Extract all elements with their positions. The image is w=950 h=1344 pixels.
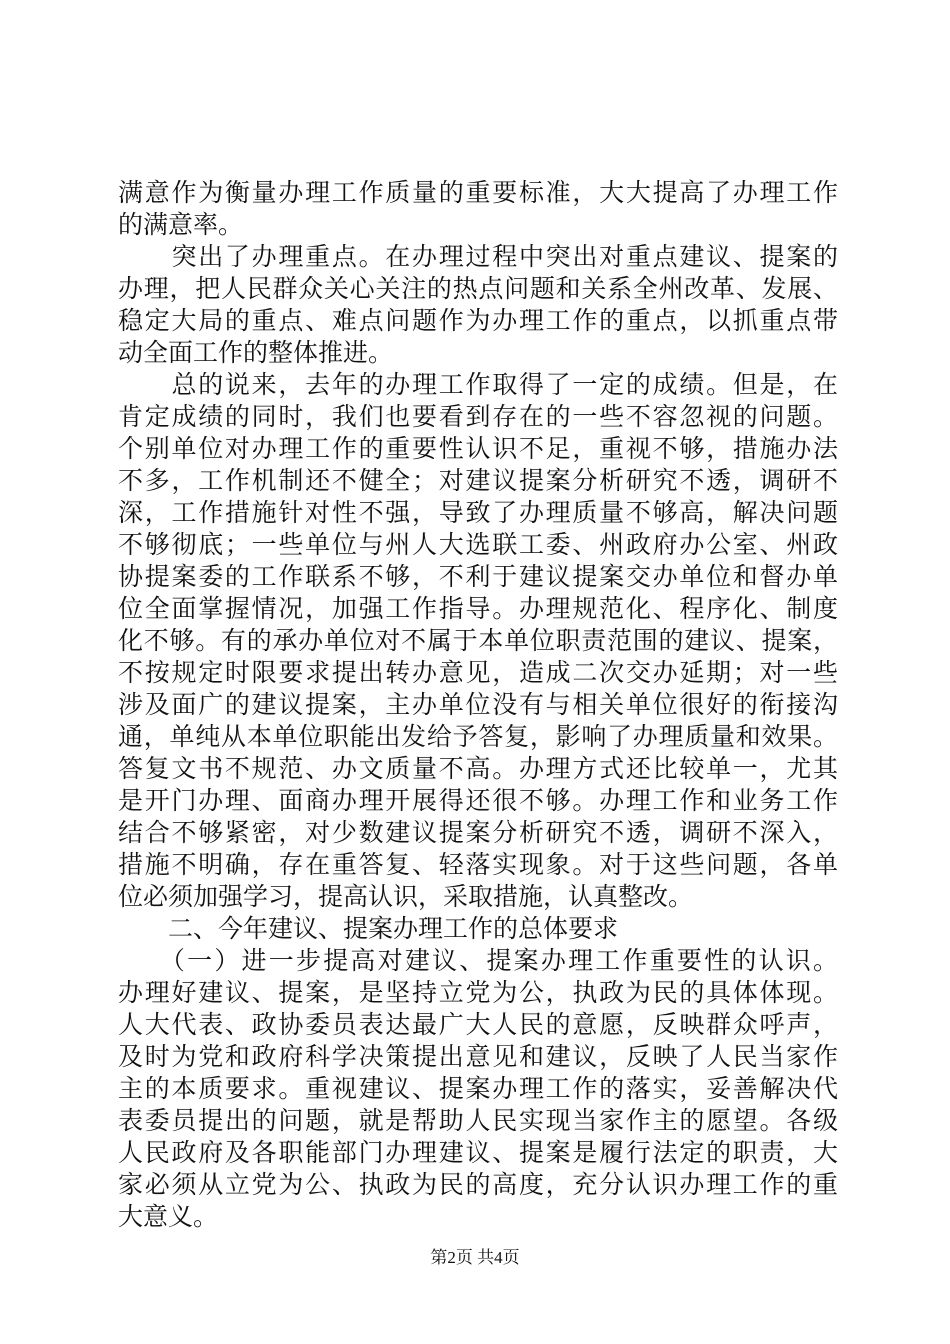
body-text-line: 位必须加强学习，提高认识，采取措施，认真整改。 xyxy=(118,882,694,911)
body-text-line: 化不够。有的承办单位对不属于本单位职责范围的建议、提案， xyxy=(118,626,838,655)
body-text-line: 措施不明确，存在重答复、轻落实现象。对于这些问题，各单 xyxy=(118,850,838,879)
body-text-line: 是开门办理、面商办理开展得还很不够。办理工作和业务工作 xyxy=(118,786,838,815)
body-text-line: 的满意率。 xyxy=(118,210,244,239)
page-number-footer: 第2页 共4页 xyxy=(430,1248,520,1267)
body-text-line: 深，工作措施针对性不强，导致了办理质量不够高，解决问题 xyxy=(118,498,838,527)
body-text-line: 满意作为衡量办理工作质量的重要标准，大大提高了办理工作 xyxy=(118,178,838,207)
body-text-line: 通，单纯从本单位职能出发给予答复，影响了办理质量和效果。 xyxy=(118,722,838,751)
body-text-line: 答复文书不规范、办文质量不高。办理方式还比较单一，尤其 xyxy=(118,754,838,783)
body-text-line: 不按规定时限要求提出转办意见，造成二次交办延期；对一些 xyxy=(118,658,838,687)
body-text-line: 家必须从立党为公、执政为民的高度，充分认识办理工作的重 xyxy=(118,1170,838,1199)
body-text-line: 表委员提出的问题，就是帮助人民实现当家作主的愿望。各级 xyxy=(118,1106,838,1135)
body-text-line: 协提案委的工作联系不够，不利于建议提案交办单位和督办单 xyxy=(118,562,838,591)
body-text-line: 及时为党和政府科学决策提出意见和建议，反映了人民当家作 xyxy=(118,1042,838,1071)
body-text-line: 主的本质要求。重视建议、提案办理工作的落实，妥善解决代 xyxy=(118,1074,838,1103)
body-text-line: 人民政府及各职能部门办理建议、提案是履行法定的职责，大 xyxy=(118,1138,838,1167)
body-text-line: 不够彻底；一些单位与州人大选联工委、州政府办公室、州政 xyxy=(118,530,838,559)
body-text-line: 位全面掌握情况，加强工作指导。办理规范化、程序化、制度 xyxy=(118,594,838,623)
section-heading: 二、今年建议、提案办理工作的总体要求 xyxy=(118,914,619,943)
body-text-line: 不多，工作机制还不健全；对建议提案分析研究不透，调研不 xyxy=(118,466,838,495)
body-text-line: 肯定成绩的同时，我们也要看到存在的一些不容忽视的问题。 xyxy=(118,402,838,431)
body-text-line: 人大代表、政协委员表达最广大人民的意愿，反映群众呼声， xyxy=(118,1010,838,1039)
subsection-heading: （一）进一步提高对建议、提案办理工作重要性的认识。 xyxy=(118,946,838,975)
body-text-line: 个别单位对办理工作的重要性认识不足，重视不够，措施办法 xyxy=(118,434,838,463)
body-text-line: 办理好建议、提案，是坚持立党为公，执政为民的具体体现。 xyxy=(118,978,838,1007)
body-text-line: 动全面工作的整体推进。 xyxy=(118,338,394,367)
body-text-line: 突出了办理重点。在办理过程中突出对重点建议、提案的 xyxy=(118,242,838,271)
body-text-line: 办理，把人民群众关心关注的热点问题和关系全州改革、发展、 xyxy=(118,274,838,303)
body-text-line: 结合不够紧密，对少数建议提案分析研究不透，调研不深入， xyxy=(118,818,838,847)
body-text-line: 稳定大局的重点、难点问题作为办理工作的重点，以抓重点带 xyxy=(118,306,838,335)
body-text-line: 涉及面广的建议提案，主办单位没有与相关单位很好的衔接沟 xyxy=(118,690,838,719)
body-text-line: 总的说来，去年的办理工作取得了一定的成绩。但是，在 xyxy=(118,370,838,399)
body-text-line: 大意义。 xyxy=(118,1202,219,1231)
